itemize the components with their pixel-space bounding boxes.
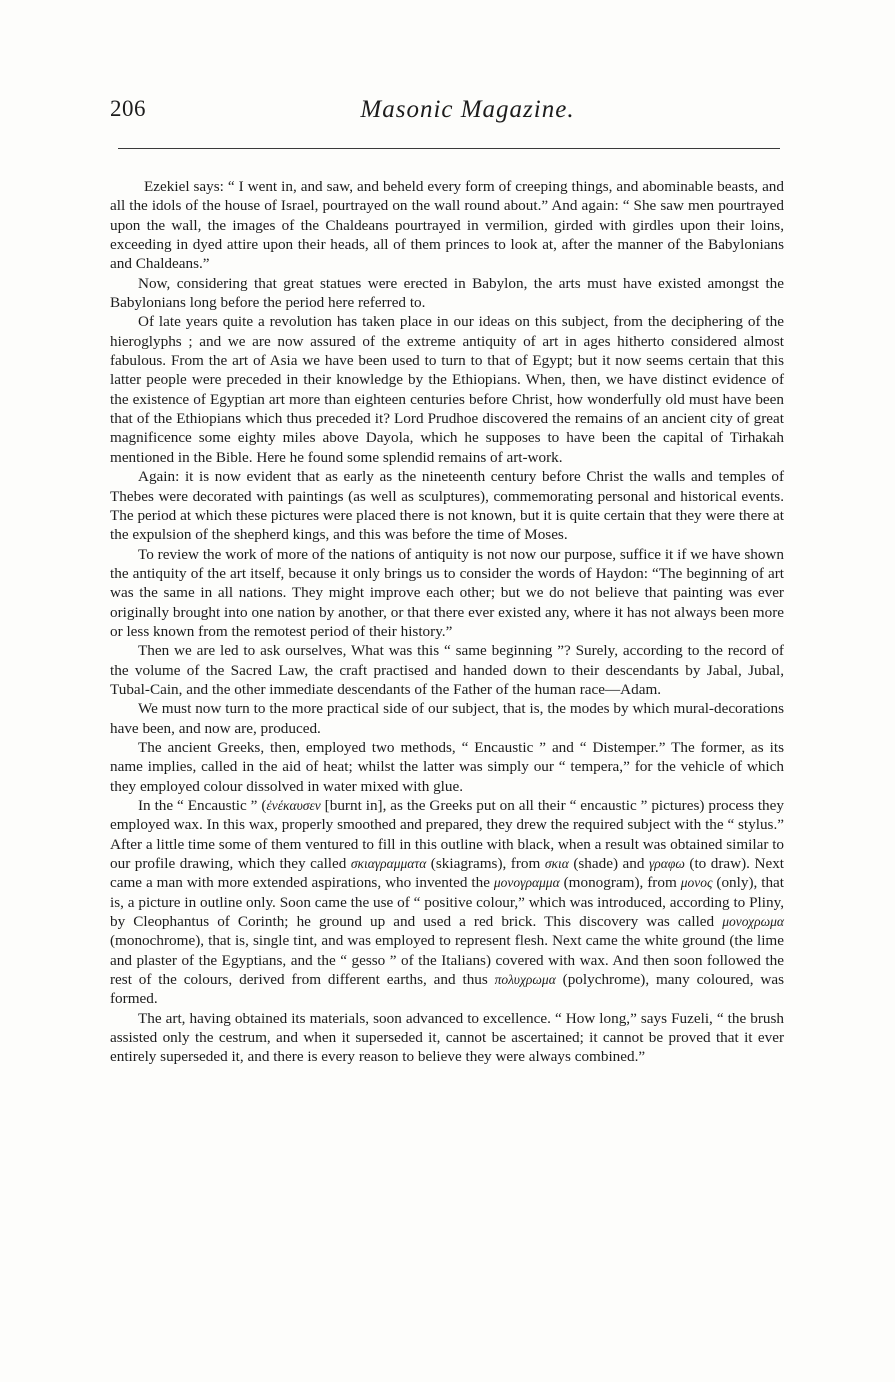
paragraph-practical-side: We must now turn to the more practical side of our subject, that is, the modes by which mural-decorations have been, and now are, produced.: [110, 700, 784, 737]
encaustic-text-i: (polychrome), many coloured, was formed.: [110, 971, 784, 1008]
greek-word-skia: σκια: [544, 856, 569, 872]
paragraph-haydon: To review the work of more of the nations of antiquity is not now our purpose, suffice it if we have shown the antiquity of the art itself, because it only brings us to consider the words of Haydon: “The beginning of art was the same in all nations. They might improve each other; but we do not believe that painting was ever originally brought into one nation by another, or that there ever existed any, where it has not always been more or less known from the remotest period of their history.”: [110, 545, 784, 640]
greek-word-enekausen: ἐνέκαυσεν: [266, 798, 321, 813]
greek-word-monos: μονος: [680, 875, 713, 891]
paragraph-greek-methods: The ancient Greeks, then, employed two methods, “ Encaustic ” and “ Distemper.” The former, as its name implies, called in the aid of heat; whilst the latter was simply our “ tempera,” for the vehicle of which they employed colour dissolved in water mixed with glue.: [110, 738, 784, 795]
encaustic-text-f: (monogram), from: [559, 874, 681, 892]
paragraph-fuzeli: The art, having obtained its materials, soon advanced to excellence. “ How long,” says Fuzeli, “ the brush assisted only the cestrum, and when it superseded it, cannot be ascertained; it cannot be proved that it ever entirely superseded it, and there is every reason to believe they were always combined.”: [110, 1009, 784, 1066]
header-rule: [118, 148, 780, 149]
encaustic-text-h: (monochrome), that is, single tint, and was employed to represent flesh. Next came the white ground (the lime and plaster of the Egyptians, and the “ gesso ” of the Italians) covered with wax. And then soon followed the rest of the colours, derived from different earths, and thus: [110, 932, 784, 989]
running-title: Masonic Magazine.: [360, 96, 575, 123]
greek-word-skiagrammata: σκιαγραμματα: [350, 856, 427, 872]
page-header: [110, 96, 785, 136]
encaustic-text-e: (to draw). Next came a man with more extended aspirations, who invented the: [110, 855, 785, 892]
paragraph-thebes: Again: it is now evident that as early as the nineteenth century before Christ the walls and temples of Thebes were decorated with paintings (as well as sculptures), commemorating personal and historical events. The period at which these pictures were placed there is not known, but it is quite certain that they were there at the expulsion of the shepherd kings, and this was before the time of Moses.: [110, 468, 784, 544]
paragraph-ezekiel: Ezekiel says: “ I went in, and saw, and beheld every form of creeping things, and abominable beasts, and all the idols of the house of Israel, pourtrayed on the wall round about.” And again: “ She saw men pourtrayed upon the wall, the images of the Chaldeans pourtrayed in vermilion, girded with girdles upon their loins, exceeding in dyed attire upon their heads, all of them princes to look at, after the manner of the Babylonians and Chaldeans.”: [110, 178, 784, 273]
paragraph-same-beginning: Then we are led to ask ourselves, What was this “ same beginning ”? Surely, according to the record of the volume of the Sacred Law, the craft practised and handed down to their descendants by Jabal, Jubal, Tubal-Cain, and the other immediate descendants of the Father of the human race—Adam.: [110, 642, 784, 698]
greek-word-monochroma: μονοχρωμα: [722, 914, 784, 930]
paragraph-babylon-statues: Now, considering that great statues were erected in Babylon, the arts must have existed amongst the Babylonians long before the period here referred to.: [110, 274, 784, 312]
greek-word-polychroma: πολυχρωμα: [494, 972, 556, 988]
page-number: 206: [110, 96, 146, 121]
encaustic-text-c: (skiagrams), from: [426, 855, 545, 873]
greek-word-grapho: γραφω: [648, 856, 685, 872]
encaustic-text-g: (only), that is, a picture in outline only. Soon came the use of “ positive colour,” which was introduced, according to Pliny, by Cleophantus of Corinth; he ground up and used a red brick. This discovery was called: [110, 874, 785, 931]
encaustic-text-d: (shade) and: [568, 855, 649, 873]
encaustic-text-b: [burnt in], as the Greeks put on all their “ encaustic ” pictures) process they employed wax. In this wax, properly smoothed and prepared, they drew the required subject with the “ stylus.” After a little time some of them ventured to fill in this outline with black, when a result was obtained similar to our profile drawing, which they called: [110, 797, 785, 873]
article-body: [110, 177, 784, 1067]
greek-word-monogramma: μονογραμμα: [493, 875, 560, 891]
paragraph-encaustic: [110, 796, 784, 1009]
paragraph-hieroglyphs: Of late years quite a revolution has taken place in our ideas on this subject, from the deciphering of the hieroglyphs ; and we are now assured of the extreme antiquity of art in ages hitherto considered almost fabulous. From the art of Asia we have been used to turn to that of Egypt; but it now seems certain that this latter people were preceded in their knowledge by the Ethiopians. When, then, we have distinct evidence of the existence of Egyptian art more than eighteen centuries before Christ, how wonderfully old must have been that of the Ethiopians which thus preceded it? Lord Prudhoe discovered the remains of an ancient city of great magnificence some eighty miles above Dayola, which he supposes to have been the capital of Tirhakah mentioned in the Bible. Here he found some splendid remains of art-work.: [110, 313, 784, 466]
encaustic-text-a: In the “ Encaustic ” (: [138, 797, 267, 814]
